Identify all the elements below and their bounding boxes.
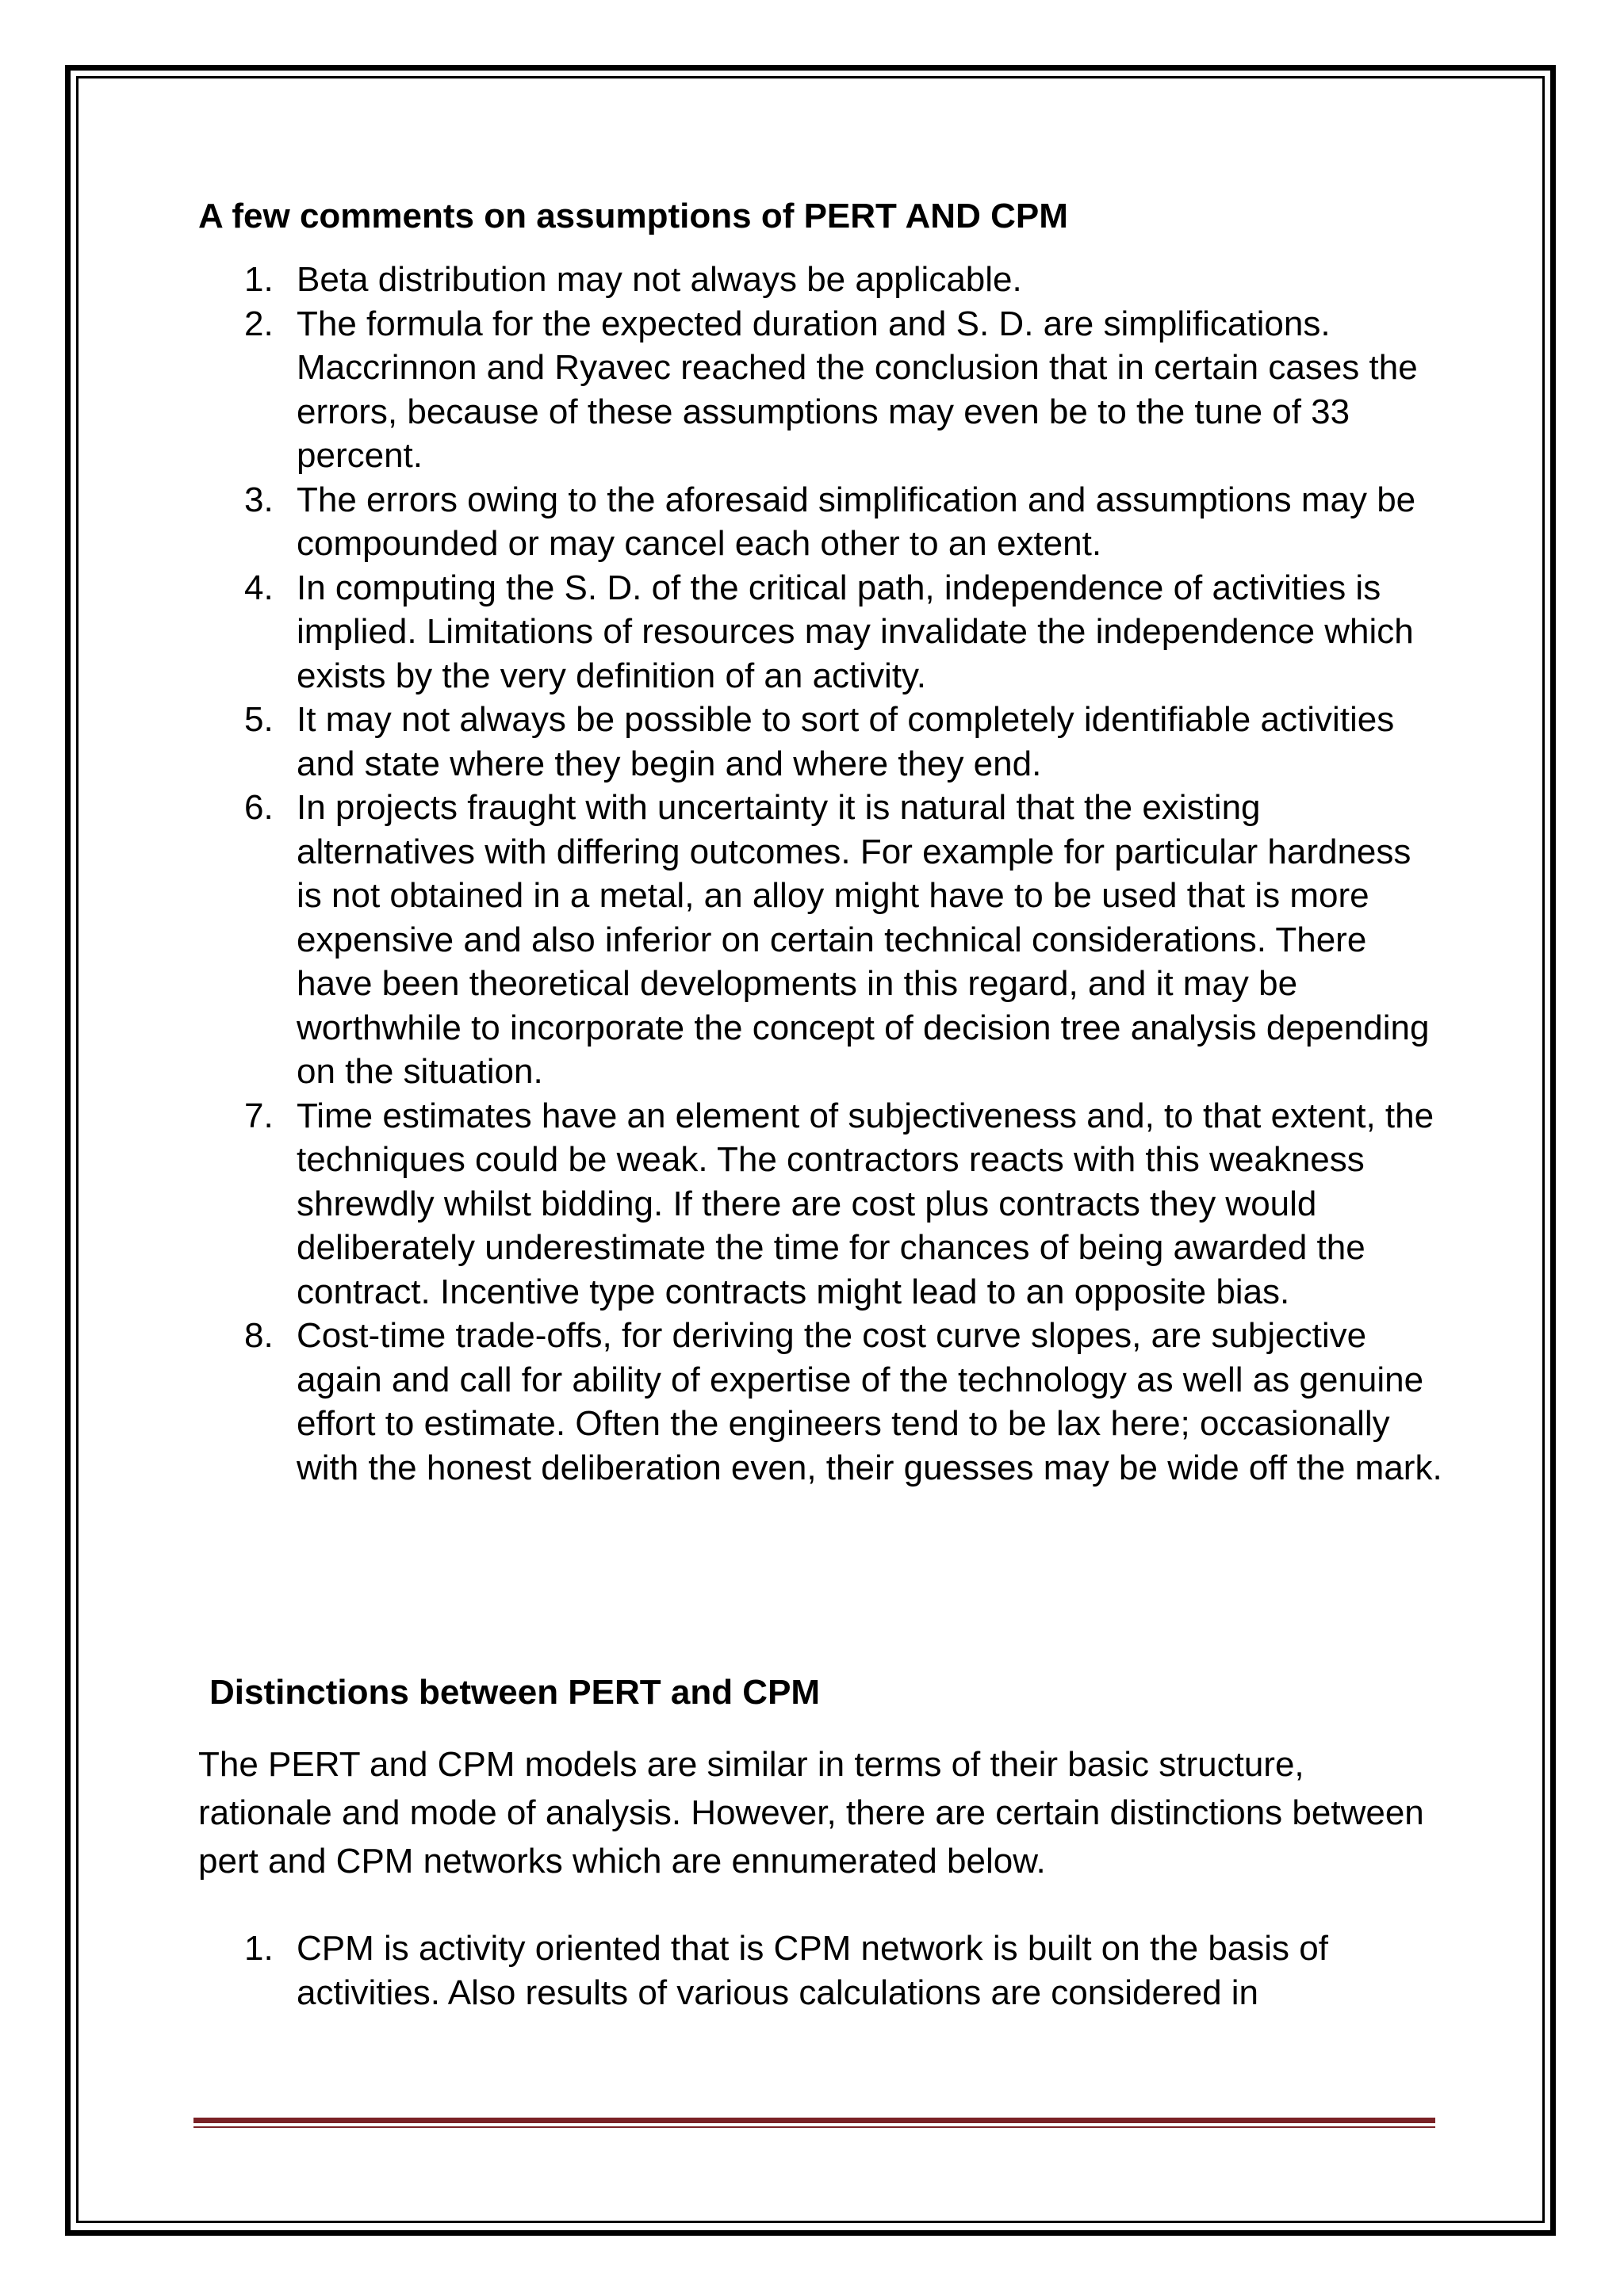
list-item-text: It may not always be possible to sort of completely identifiable activities and state where they begin and where they end. (297, 700, 1395, 783)
list-item (198, 302, 1443, 478)
section-heading-distinctions: Distinctions between PERT and CPM (209, 1673, 821, 1712)
list-item (198, 478, 1443, 566)
list-item-text: In projects fraught with uncertainty it is natural that the existing alternatives with differing outcomes. For example for particular hardness is not obtained in a metal, an alloy might have to be used that is more expensive and also inferior on certain technical considerations. There have been theoretical developments in this regard, and it may be worthwhile to incorporate the concept of decision tree analysis depending on the situation. (297, 788, 1430, 1091)
list-item-text: The errors owing to the aforesaid simplification and assumptions may be compounded or may cancel each other to an extent. (297, 480, 1416, 563)
list-item (198, 566, 1443, 698)
footer-rule (193, 2118, 1435, 2123)
list-item-number: 5. (244, 700, 274, 739)
list-item-text: Cost-time trade-offs, for deriving the cost curve slopes, are subjective again and call for ability of expertise of the technology as well as genuine effort to estimate. Often the engineers tend to be lax here; occasionally with the honest deliberation even, their guesses may be wide off the mark. (297, 1316, 1442, 1487)
list-item (198, 698, 1443, 786)
list-item-text: CPM is activity oriented that is CPM network is built on the basis of activities. Also results of various calculations are considered in (297, 1929, 1328, 2012)
list-item-number: 4. (244, 568, 274, 607)
list-item (198, 1927, 1443, 2015)
list-item (198, 1314, 1443, 1490)
list-item-text: In computing the S. D. of the critical path, independence of activities is implied. Limitations of resources may invalidate the independence which exists by the very definition of an activity. (297, 568, 1414, 695)
list-item-text: Beta distribution may not always be applicable. (297, 260, 1022, 299)
list-item-number: 2. (244, 304, 274, 343)
section-heading-assumptions: A few comments on assumptions of PERT AND CPM (198, 197, 1068, 235)
list-item-text: The formula for the expected duration and S. D. are simplifications. Maccrinnon and Ryavec reached the conclusion that in certain cases the errors, because of these assumptions may even be to the tune of 33 percent. (297, 304, 1418, 475)
list-item-number: 3. (244, 480, 274, 519)
footer-rule-thin (193, 2126, 1435, 2128)
list-item-text: Time estimates have an element of subjectiveness and, to that extent, the techniques could be weak. The contractors reacts with this weakness shrewdly whilst bidding. If there are cost plus contracts they would deliberately underestimate the time for chances of being awarded the contract. Incentive type contracts might lead to an opposite bias. (297, 1096, 1434, 1311)
list-item-number: 8. (244, 1316, 274, 1355)
assumptions-list (198, 258, 1443, 1490)
distinctions-list (198, 1927, 1443, 2015)
list-item (198, 786, 1443, 1094)
page-content (198, 194, 1443, 2012)
list-item-number: 7. (244, 1096, 274, 1135)
intro-paragraph: The PERT and CPM models are similar in terms of their basic structure, rationale and mode of analysis. However, there are certain distinctions between pert and CPM networks which are ennumerated below. (198, 1745, 1424, 1881)
list-item-number: 1. (244, 1929, 274, 1968)
list-item-number: 1. (244, 260, 274, 299)
list-item-number: 6. (244, 788, 274, 827)
list-item (198, 258, 1443, 302)
list-item (198, 1094, 1443, 1314)
